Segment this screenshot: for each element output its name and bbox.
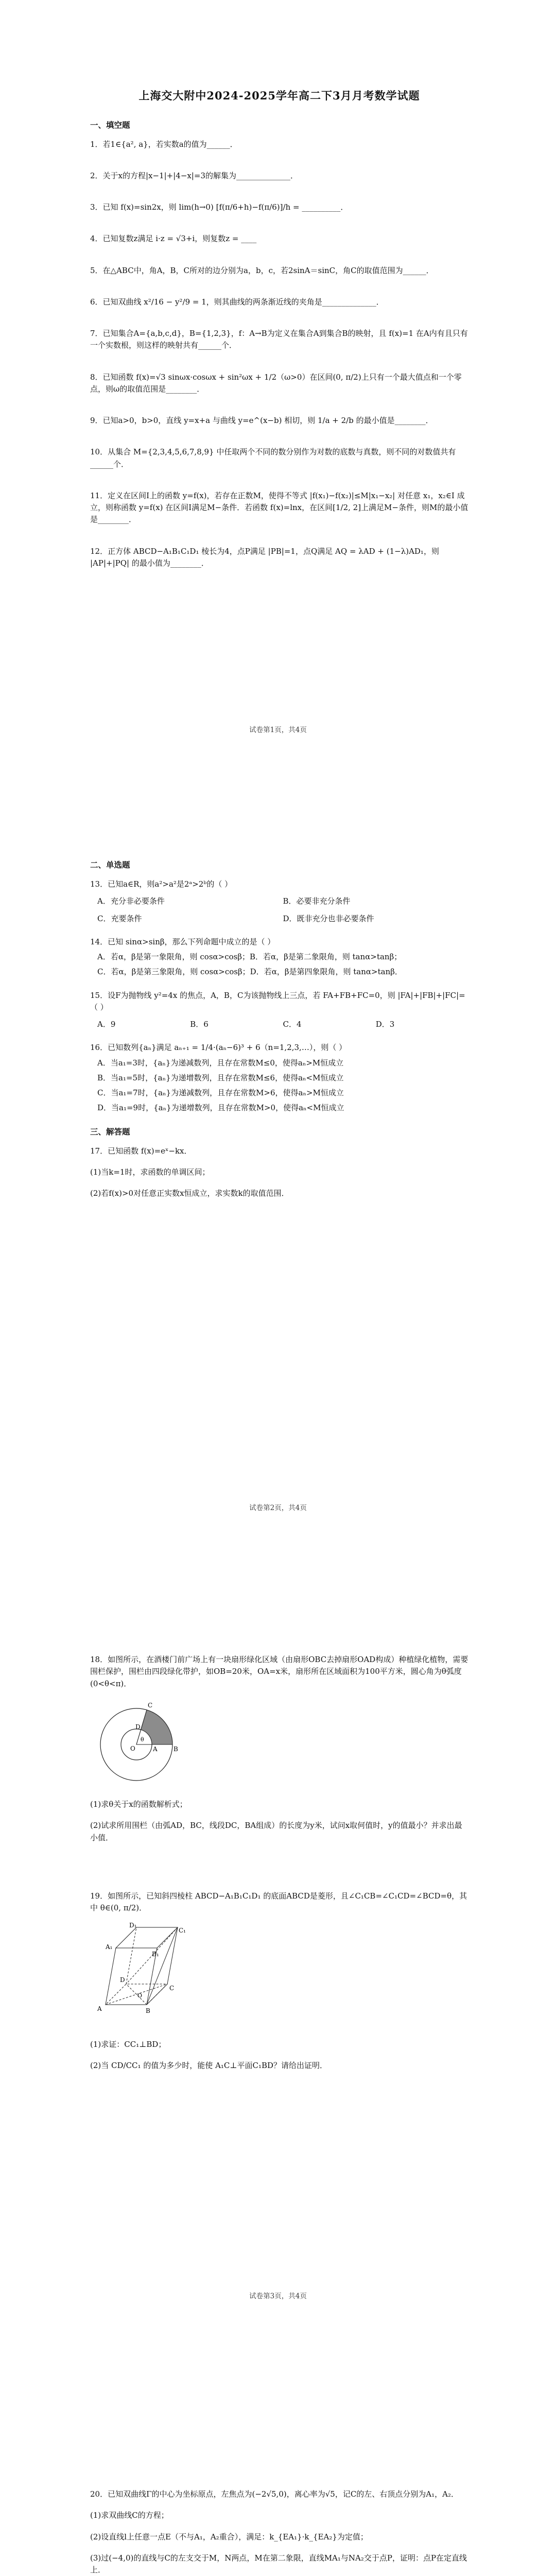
exam-title: 上海交大附中2024-2025学年高二下3月月考数学试题: [138, 89, 420, 102]
choice-question-14: [90, 936, 468, 978]
page-1: [0, 0, 556, 786]
question-stem: 18．如图所示，在酒楼门前广场上有一块扇形绿化区域（由扇形OBC去掉扇形OAD构成）种植绿化植物，需要围栏保护，围栏由四段绿化带护，如OB=20米，OA=x米，扇形所在区域面积为100平方米，圆心角为θ弧度(0<θ<π)．: [90, 1655, 468, 1688]
prism-diagram: [90, 1922, 188, 2025]
fill-question-5: 5．在△ABC中，角A，B，C所对的边分别为a，b，c，若2sinA＝sinC，角C的取值范围为______．: [90, 265, 434, 275]
fill-question-7: 7．已知集合A={a,b,c,d}，B={1,2,3}，f：A→B为定义在集合A到集合B的映射，且 f(x)=1 在A内有且只有一个实数根，则这样的映射共有______个．: [90, 329, 468, 350]
choice-option: C．当a₁=7时，{aₙ}为递减数列，且存在常数M>6，使得aₙ>M恒成立: [97, 1088, 344, 1098]
fill-question-11: 11．定义在区间I上的函数 y=f(x)，若存在正数M，使得不等式 |f(x₁)−f(x₂)|≤M|x₁−x₂| 对任意 x₁，x₂∈I 成立，则称函数 y=f(x) 在区间I满足M−条件．若函数 f(x)=lnx，在区间[1/2, 2]上满足M−条件，则M的最小值是________．: [90, 490, 468, 524]
question-part: (2)若f(x)>0对任意正实数x恒成立，求实数k的取值范围．: [90, 1189, 289, 1198]
section-answer-heading: 三、解答题: [90, 1126, 130, 1137]
choice-option: C．4: [283, 1020, 302, 1029]
answer-question-19: [90, 1890, 468, 2072]
fill-question-3: 3．已知 f(x)=sin2x，则 lim(h→0) [f(π/6+h)−f(π/6)]/h = __________．: [90, 202, 349, 212]
choice-option: A．充分非必要条件: [97, 896, 165, 906]
choice-option: B．6: [190, 1020, 208, 1029]
choice-option: A．当a₁=3时，{aₙ}为递减数列，且存在常数M≤0，使得aₙ>M恒成立: [97, 1058, 344, 1067]
question-part: (2)试求所用围栏（由弧AD，BC，线段DC，BA组成）的长度为y米，试问x取何值时，y的值最小？并求出最小值．: [90, 1821, 462, 1842]
fill-question-12: 12．正方体 ABCD−A₁B₁C₁D₁ 棱长为4，点P满足 |PB|=1，点Q满足 AQ = λAD + (1−λ)AD₁，则 |AP|+|PQ| 的最小值为________．: [90, 546, 439, 568]
question-part: (1)当k=1时，求函数的单调区间；: [90, 1167, 210, 1177]
label-o: O: [130, 1744, 135, 1752]
choice-options: [97, 1019, 468, 1030]
question-part: (1)求证：CC₁⊥BD；: [90, 2039, 166, 2049]
page-3: [0, 1571, 556, 2357]
label-c: C: [169, 1985, 175, 1992]
choice-option: A．若α，β是第一象限角，则 cosα>cosβ；B．若α，β是第二象限角，则 tanα>tanβ；: [97, 952, 402, 962]
page-4: [0, 2357, 556, 2576]
sector-figure: [90, 1698, 468, 1789]
label-c1: C₁: [179, 1927, 186, 1935]
choice-option: D．当a₁=9时，{aₙ}为递增数列，且存在常数M>0，使得aₙ<M恒成立: [97, 1103, 344, 1113]
page-1-content: [90, 88, 468, 589]
choice-stem: 14．已知 sinα>sinβ，那么下列命题中成立的是（ ）: [90, 937, 275, 946]
answer-question-17: [90, 1145, 468, 1200]
question-stem: 17．已知函数 f(x)=eˣ−kx．: [90, 1146, 192, 1156]
question-part: (2)当 CD/CC₁ 的值为多少时，能使 A₁C⊥平面C₁BD？请给出证明．: [90, 2060, 328, 2070]
label-a1: A₁: [106, 1943, 113, 1951]
fill-question-9: 9．已知a>0，b>0，直线 y=x+a 与曲线 y=e^(x−b) 相切，则 1/a + 2/b 的最小值是________．: [90, 416, 433, 426]
section-fill-heading: 一、填空题: [90, 120, 130, 130]
page-footer-3: 试卷第3页，共4页: [249, 2292, 307, 2300]
page-footer-2: 试卷第2页，共4页: [249, 1504, 307, 1512]
page-4-content: [90, 2488, 468, 2576]
fill-question-8: 8．已知函数 f(x)=√3 sinωx·cosωx + sin²ωx + 1/2（ω>0）在区间(0, π/2)上只有一个最大值点和一个零点，则ω的取值范围是________．: [90, 372, 462, 394]
diagonal-bd: [126, 1984, 147, 2005]
label-d: D: [135, 1723, 141, 1731]
choice-stem: 13．已知a∈R，则a²>a²是2ᵃ>2ᵇ的（ ）: [90, 879, 233, 889]
question-part: (1)求双曲线C的方程；: [90, 2511, 169, 2520]
choice-question-15: [90, 990, 468, 1031]
choice-option: A．9: [97, 1020, 116, 1029]
label-c: C: [148, 1701, 153, 1709]
label-d1: D₁: [129, 1922, 137, 1929]
fill-question-10: 10．从集合 M={2,3,4,5,6,7,8,9} 中任取两个不同的数分别作为对数的底数与真数，则不同的对数值共有______个．: [90, 447, 456, 469]
choice-options: [97, 895, 468, 907]
page-2-content: [90, 853, 468, 1219]
choice-option: D．既非充分也非必要条件: [283, 913, 374, 923]
top-face: [116, 1927, 178, 1948]
label-a: A: [153, 1745, 158, 1753]
choice-stem: 15．设F为抛物线 y²=4x 的焦点，A，B，C为该抛物线上三点，若 FA+FB+FC=0，则 |FA|+|FB|+|FC|=（ ）: [90, 990, 465, 1012]
prism-figure: [90, 1922, 468, 2029]
fill-question-6: 6．已知双曲线 x²/16 − y²/9 = 1，则其曲线的两条渐近线的夹角是______________．: [90, 297, 384, 307]
choice-option: C．若α，β是第三象限角，则 cosα>cosβ；D．若α，β是第四象限角，则 tanα>tanβ．: [97, 967, 403, 977]
question-stem: 20．已知双曲线Γ的中心为坐标原点，左焦点为(−2√5,0)，离心率为√5，记C的左、右顶点分别为A₁，A₂．: [90, 2489, 459, 2499]
page-3-content: [90, 1654, 468, 2091]
question-part: (2)设直线l上任意一点E（不与A₁，A₂重合），满足：k_{EA₁}·k_{EA₂}为定值；: [90, 2532, 368, 2541]
question-stem: 19．如图所示，已知斜四棱柱 ABCD−A₁B₁C₁D₁ 的底面ABCD是菱形，且∠C₁CB=∠C₁CD=∠BCD=θ，其中 θ∈(0, π/2)．: [90, 1891, 467, 1912]
choice-option: D．3: [375, 1020, 395, 1029]
choice-stem: 16．已知数列{aₙ}满足 aₙ₊₁ = 1/4·(aₙ−6)³ + 6（n=1,2,3,…），则（ ）: [90, 1043, 347, 1053]
fill-question-2: 2．关于x的方程|x−1|+|4−x|=3的解集为______________．: [90, 171, 299, 180]
label-theta: θ: [141, 1736, 144, 1743]
page-footer-1: 试卷第1页，共4页: [249, 726, 307, 734]
label-a: A: [97, 2005, 102, 2013]
label-b: B: [173, 1745, 178, 1753]
choice-question-16: [90, 1042, 468, 1114]
label-o: O: [137, 1992, 143, 1999]
section-choice-heading: 二、单选题: [90, 860, 130, 870]
line-c1b: [147, 1927, 178, 2005]
answer-question-18: [90, 1654, 468, 1844]
fill-question-4: 4．已知复数z满足 i·z = √3+i，则复数z = ____: [90, 234, 257, 244]
label-b1: B₁: [152, 1951, 159, 1958]
choice-option: B．必要非充分条件: [283, 896, 351, 906]
choice-options: [97, 913, 468, 925]
page-2: [0, 786, 556, 1571]
choice-option: C．充要条件: [97, 913, 142, 923]
answer-question-20: [90, 2488, 468, 2576]
choice-question-13: [90, 878, 468, 925]
question-part: (1)求θ关于x的函数解析式；: [90, 1800, 187, 1809]
edge-aa1: [106, 1948, 116, 2005]
question-part: (3)过(−4,0)的直线与C的左支交于M，N两点，M在第二象限，直线MA₁与NA₂交于点P，证明：点P在定直线上．: [90, 2553, 467, 2574]
fill-question-1: 1．若1∈{a², a}，若实数a的值为______．: [90, 139, 238, 149]
label-b: B: [146, 2007, 150, 2015]
choice-option: B．当a₁=5时，{aₙ}为递增数列，且存在常数M≤6，使得aₙ<M恒成立: [97, 1073, 344, 1082]
sector-diagram: [90, 1698, 193, 1786]
label-d: D: [120, 1976, 125, 1984]
